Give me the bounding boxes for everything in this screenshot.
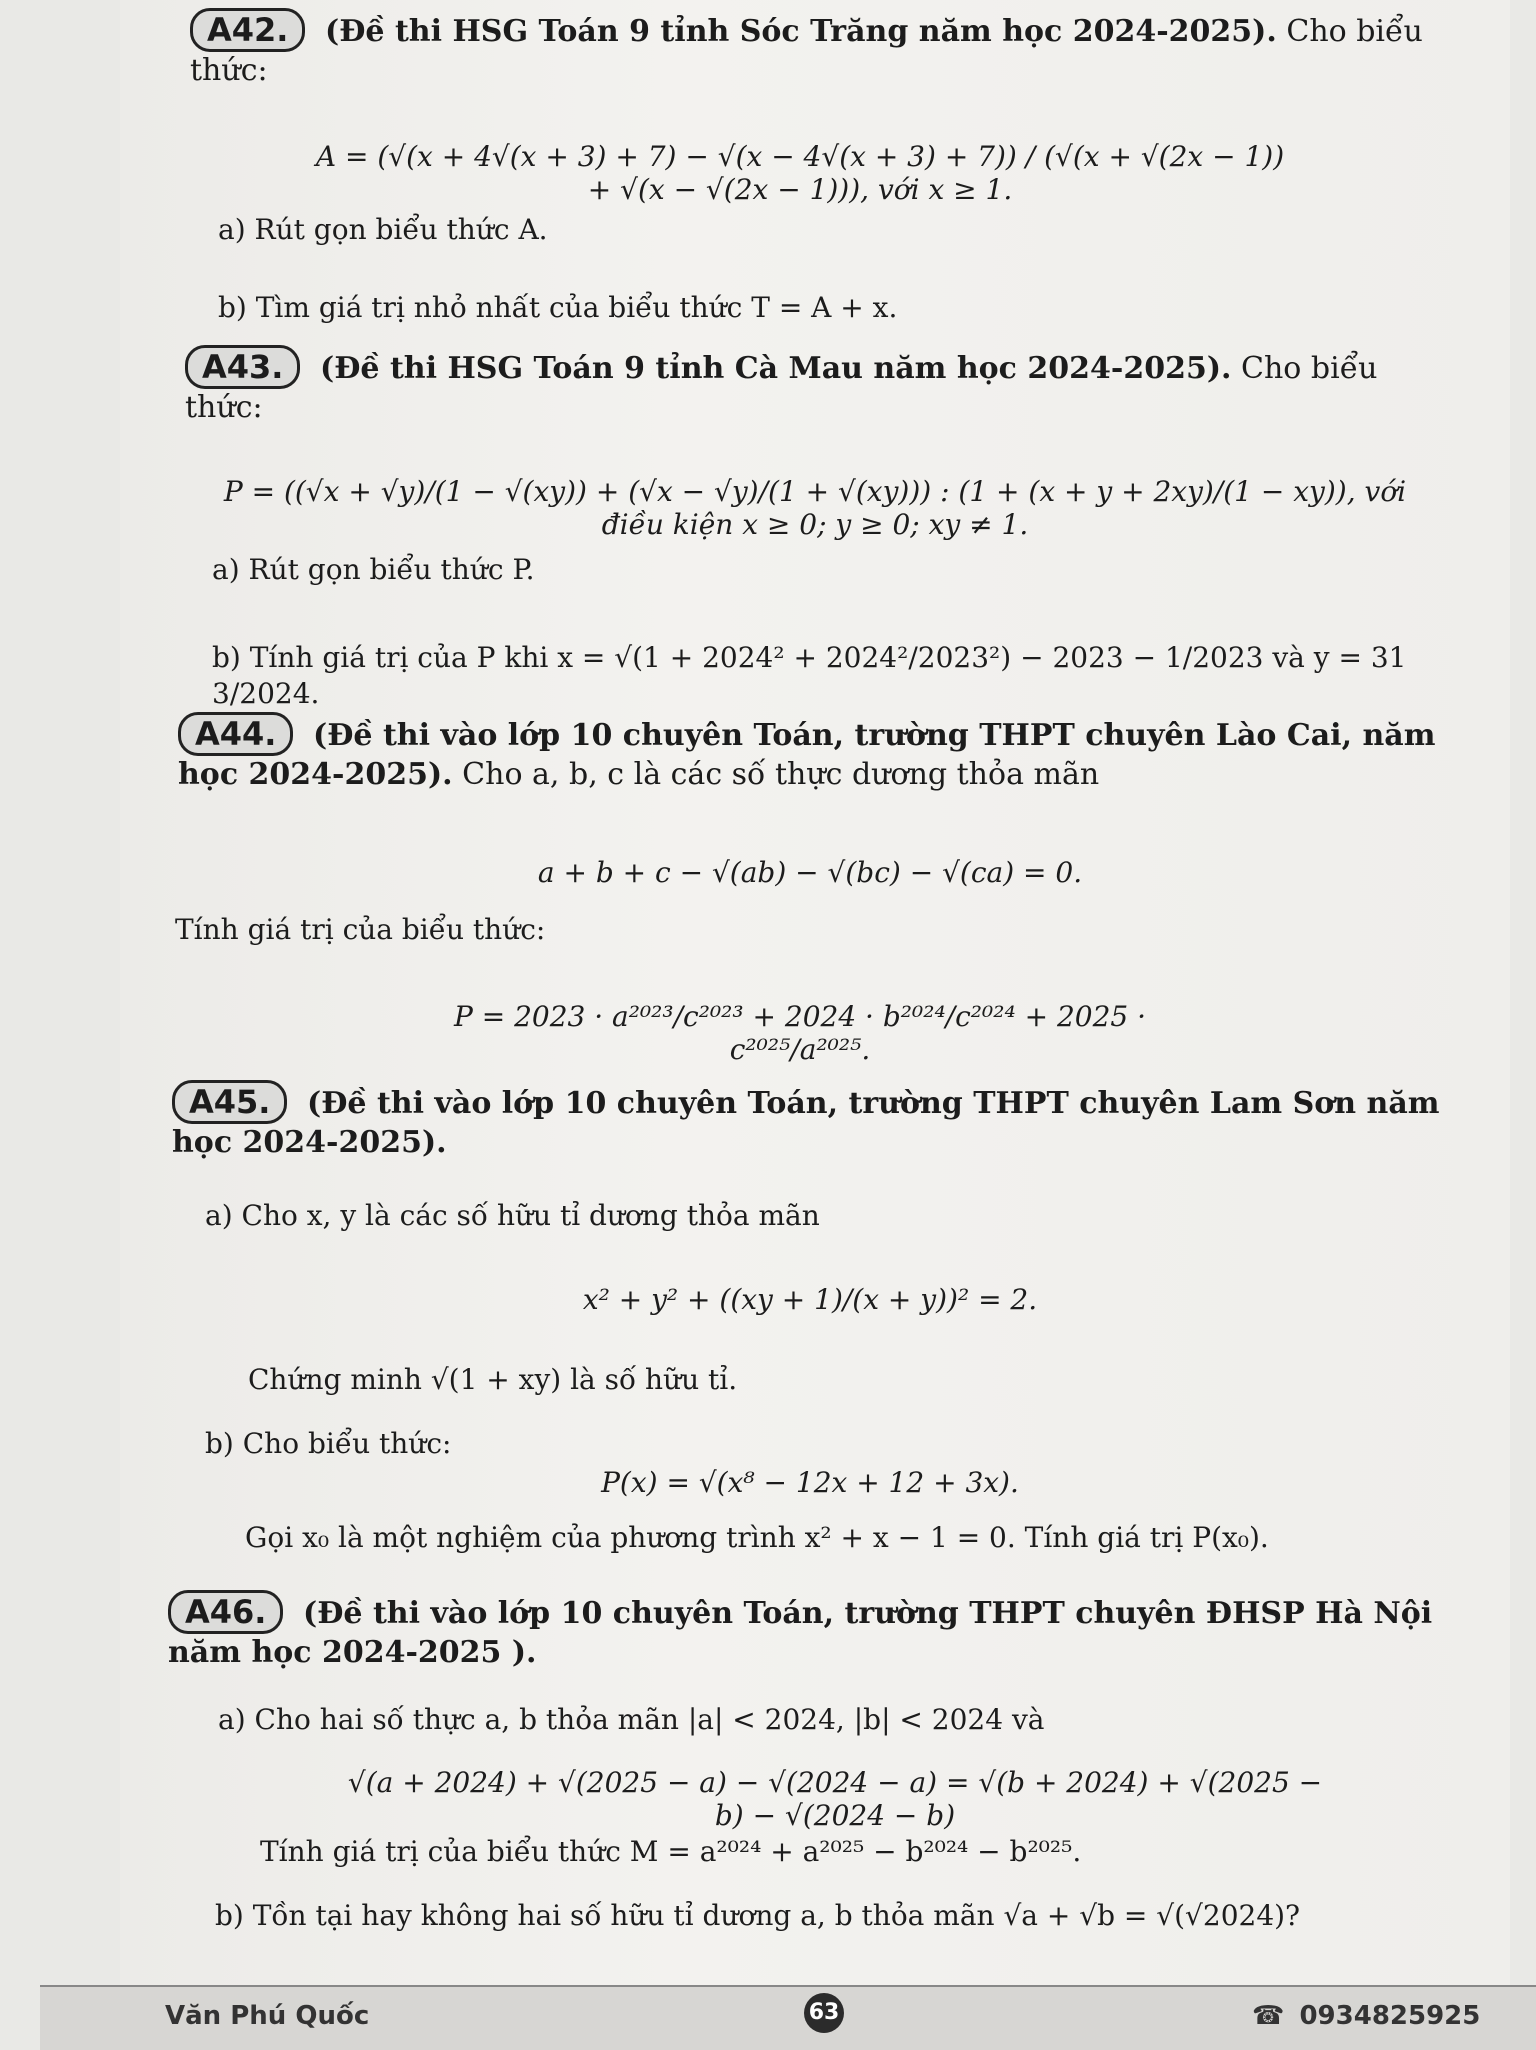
- problem-a42-header: [190, 8, 1440, 90]
- problem-badge: A43.: [185, 345, 300, 389]
- problem-intro: Cho biểu thức:: [185, 351, 1378, 425]
- phone-icon: ☎: [1252, 2001, 1285, 2031]
- problem-a45-part-b-formula: P(x) = √(x⁸ − 12x + 12 + 3x).: [601, 1466, 1019, 1499]
- problem-badge: A46.: [168, 1590, 283, 1634]
- problem-intro: Cho a, b, c là các số thực dương thỏa mãn: [462, 757, 1100, 792]
- problem-a46-header: [168, 1590, 1438, 1672]
- problem-a46-part-a-formula: √(a + 2024) + √(2025 − a) − √(2024 − a) = √(b + 2024) + √(2025 − b) − √(2024 − b): [347, 1766, 1323, 1832]
- problem-a46-part-a-text: Tính giá trị của biểu thức M = a²⁰²⁴ + a²⁰²⁵ − b²⁰²⁴ − b²⁰²⁵.: [260, 1835, 1082, 1868]
- problem-a45-part-b-text: Gọi x₀ là một nghiệm của phương trình x² + x − 1 = 0. Tính giá trị P(x₀).: [245, 1521, 1269, 1554]
- footer-phone: [1252, 2001, 1480, 2031]
- problem-badge: A44.: [178, 712, 293, 756]
- problem-source: (Đề thi HSG Toán 9 tỉnh Cà Mau năm học 2024-2025).: [320, 351, 1232, 386]
- problem-a45-part-a: a) Cho x, y là các số hữu tỉ dương thỏa mãn: [205, 1199, 820, 1232]
- footer-phone-number: 0934825925: [1299, 2001, 1481, 2031]
- problem-a45-part-a-prove: Chứng minh √(1 + xy) là số hữu tỉ.: [248, 1363, 738, 1396]
- problem-a46-part-b: b) Tồn tại hay không hai số hữu tỉ dương a, b thỏa mãn √a + √b = √(√2024)?: [215, 1899, 1301, 1932]
- problem-intro: Cho biểu thức:: [190, 14, 1423, 88]
- problem-source: (Đề thi vào lớp 10 chuyên Toán, trường THPT chuyên Lào Cai, năm học 2024-2025).: [178, 718, 1436, 792]
- problem-source: (Đề thi HSG Toán 9 tỉnh Sóc Trăng năm học 2024-2025).: [325, 14, 1277, 49]
- problem-a42-formula: A = (√(x + 4√(x + 3) + 7) − √(x − 4√(x + 3) + 7)) / (√(x + √(2x − 1)) + √(x − √(2x − 1))), với x ≥ 1.: [315, 140, 1285, 206]
- problem-a42-part-b: b) Tìm giá trị nhỏ nhất của biểu thức T = A + x.: [218, 291, 898, 324]
- footer-author: Văn Phú Quốc: [165, 2001, 370, 2031]
- problem-a45-header: [172, 1080, 1442, 1162]
- page-number: 63: [804, 1993, 844, 2033]
- problem-a44-text: Tính giá trị của biểu thức:: [175, 913, 546, 946]
- page-footer: [40, 1985, 1536, 2050]
- problem-a44-condition: a + b + c − √(ab) − √(bc) − √(ca) = 0.: [537, 856, 1083, 889]
- problem-a46-part-a: a) Cho hai số thực a, b thỏa mãn |a| < 2024, |b| < 2024 và: [218, 1703, 1045, 1736]
- problem-a43-formula: P = ((√x + √y)/(1 − √(xy)) + (√x − √y)/(1 + √(xy))) : (1 + (x + y + 2xy)/(1 − xy)), với điều kiện x ≥ 0; y ≥ 0; xy ≠ 1.: [223, 475, 1407, 541]
- problem-a43-part-a: a) Rút gọn biểu thức P.: [212, 553, 535, 586]
- problem-a45-part-a-formula: x² + y² + ((xy + 1)/(x + y))² = 2.: [582, 1283, 1038, 1316]
- problem-badge: A45.: [172, 1080, 287, 1124]
- problem-a44-header: [178, 712, 1448, 794]
- problem-a45-part-b: b) Cho biểu thức:: [205, 1427, 452, 1460]
- problem-source: (Đề thi vào lớp 10 chuyên Toán, trường THPT chuyên Lam Sơn năm học 2024-2025).: [172, 1086, 1440, 1160]
- problem-badge: A42.: [190, 8, 305, 52]
- problem-a43-part-b: b) Tính giá trị của P khi x = √(1 + 2024² + 2024²/2023²) − 2023 − 1/2023 và y = 31 3/2024.: [212, 641, 1407, 710]
- problem-a43-header: [185, 345, 1435, 427]
- problem-a42-part-a: a) Rút gọn biểu thức A.: [218, 213, 548, 246]
- problem-a44-formula: P = 2023 · a²⁰²³/c²⁰²³ + 2024 · b²⁰²⁴/c²⁰²⁴ + 2025 · c²⁰²⁵/a²⁰²⁵.: [453, 1000, 1147, 1066]
- problem-source: (Đề thi vào lớp 10 chuyên Toán, trường THPT chuyên ĐHSP Hà Nội năm học 2024-2025 ).: [168, 1596, 1433, 1670]
